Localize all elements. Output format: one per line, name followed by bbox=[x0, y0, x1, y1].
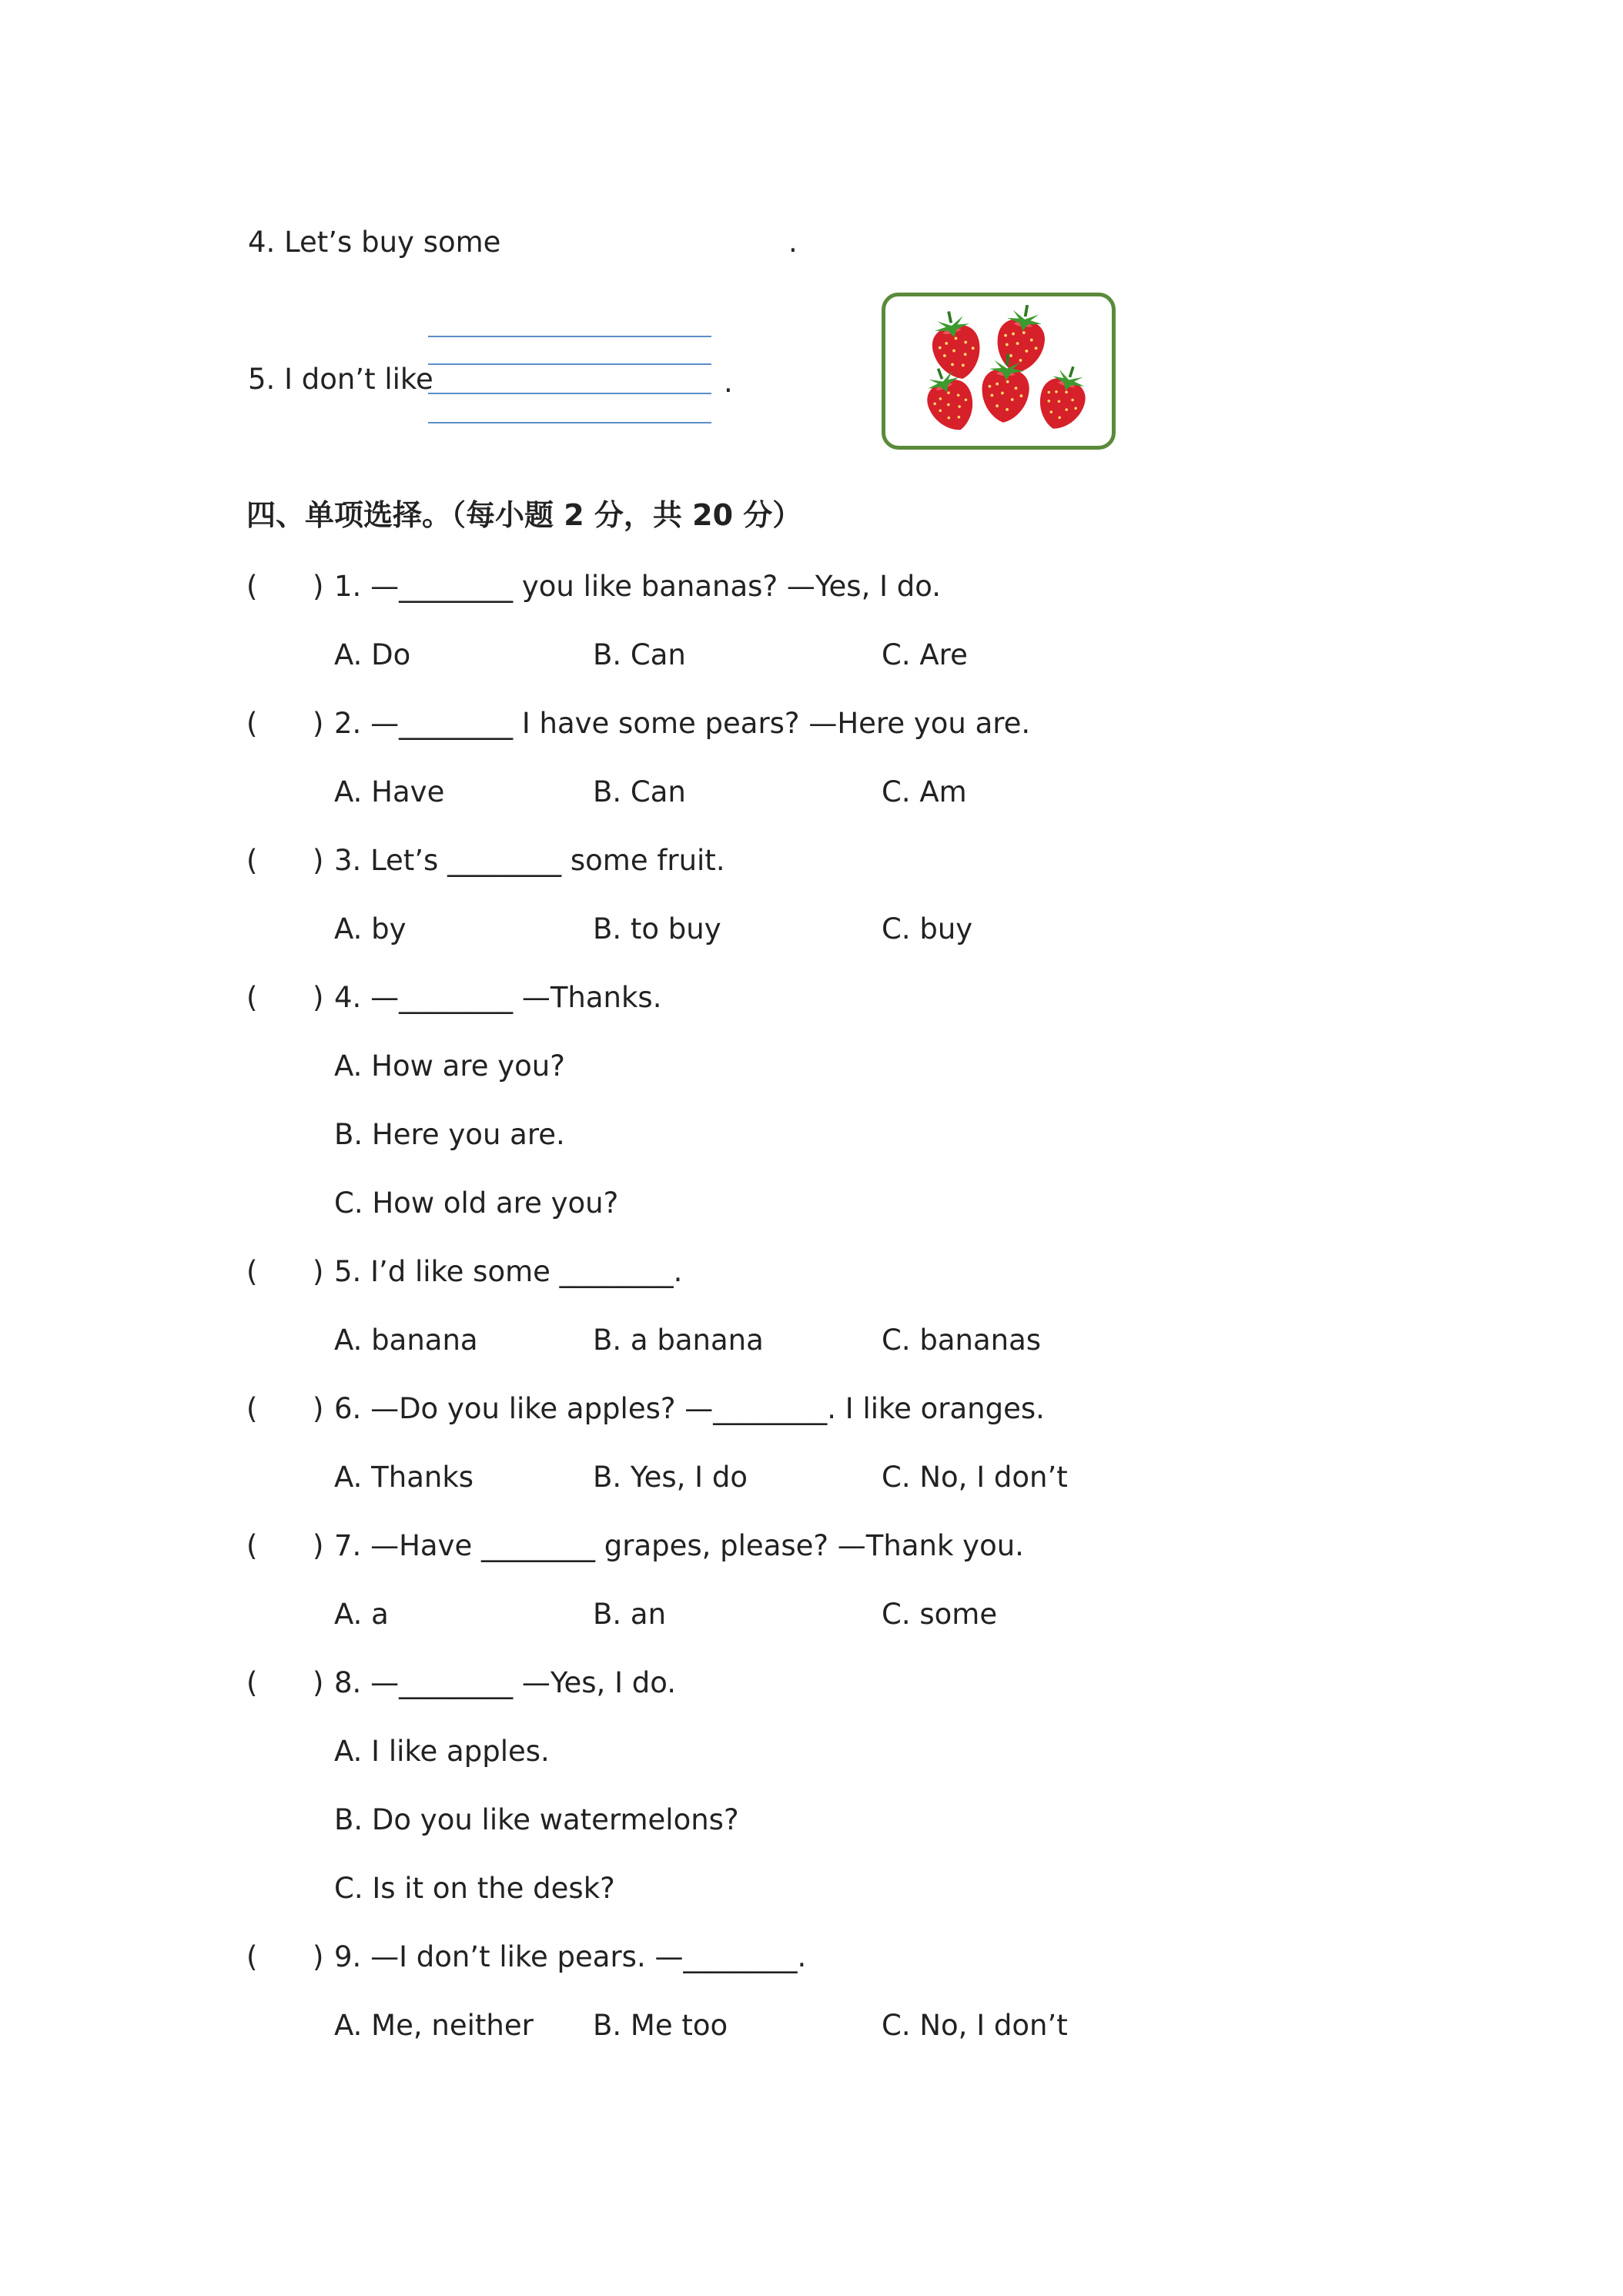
answer-slot[interactable] bbox=[266, 706, 308, 740]
answer-paren-open: ( bbox=[246, 844, 258, 877]
writing-line-2[interactable] bbox=[428, 363, 711, 365]
option-c: C. How old are you? bbox=[334, 1186, 619, 1220]
option-b: B. Can bbox=[593, 775, 686, 808]
option-a: A. banana bbox=[334, 1324, 478, 1357]
answer-paren-close: ) bbox=[313, 1255, 324, 1288]
answer-slot[interactable] bbox=[266, 1254, 308, 1288]
question-stem: 1. —________ you like bananas? —Yes, I do. bbox=[334, 570, 942, 603]
question-stem: 6. —Do you like apples? —________. I like oranges. bbox=[334, 1392, 1045, 1425]
option-c: C. buy bbox=[882, 912, 973, 946]
fill-q4-period: . bbox=[788, 226, 798, 259]
option-b: B. to buy bbox=[593, 912, 721, 946]
question-stem: 3. Let’s ________ some fruit. bbox=[334, 844, 725, 877]
answer-paren-close: ) bbox=[313, 1392, 324, 1425]
option-c: C. some bbox=[882, 1598, 998, 1631]
question-stem: 9. —I don’t like pears. —________. bbox=[334, 1940, 807, 1973]
writing-line-1[interactable] bbox=[428, 336, 711, 337]
question-stem: 8. —________ —Yes, I do. bbox=[334, 1666, 676, 1699]
option-b: B. an bbox=[593, 1598, 667, 1631]
writing-line-3[interactable] bbox=[428, 393, 711, 394]
answer-paren-open: ( bbox=[246, 570, 258, 603]
option-a: A. Thanks bbox=[334, 1461, 474, 1494]
option-c: C. bananas bbox=[882, 1324, 1042, 1357]
fill-q4-text: 4. Let’s buy some bbox=[248, 226, 501, 259]
answer-slot[interactable] bbox=[266, 980, 308, 1014]
question-stem: 4. —________ —Thanks. bbox=[334, 981, 662, 1014]
answer-paren-close: ) bbox=[313, 707, 324, 740]
option-b: B. a banana bbox=[593, 1324, 764, 1357]
answer-paren-close: ) bbox=[313, 1666, 324, 1699]
answer-slot[interactable] bbox=[266, 1528, 308, 1562]
answer-paren-open: ( bbox=[246, 1529, 258, 1562]
answer-slot[interactable] bbox=[266, 843, 308, 877]
strawberries-image bbox=[882, 293, 1116, 450]
option-b: B. Me too bbox=[593, 2009, 728, 2042]
option-a: A. How are you? bbox=[334, 1049, 565, 1083]
question-stem: 5. I’d like some ________. bbox=[334, 1255, 683, 1288]
option-a: A. by bbox=[334, 912, 407, 946]
fill-q5-period: . bbox=[724, 366, 733, 399]
answer-paren-open: ( bbox=[246, 1255, 258, 1288]
answer-paren-close: ) bbox=[313, 1529, 324, 1562]
answer-paren-open: ( bbox=[246, 981, 258, 1014]
option-c: C. Am bbox=[882, 775, 967, 808]
option-a: A. Me, neither bbox=[334, 2009, 534, 2042]
option-a: A. Have bbox=[334, 775, 445, 808]
answer-paren-close: ) bbox=[313, 570, 324, 603]
option-b: B. Here you are. bbox=[334, 1118, 565, 1151]
answer-paren-close: ) bbox=[313, 844, 324, 877]
option-b: B. Do you like watermelons? bbox=[334, 1803, 739, 1836]
option-a: A. a bbox=[334, 1598, 389, 1631]
fill-q5-text: 5. I don’t like bbox=[248, 363, 433, 396]
answer-paren-close: ) bbox=[313, 1940, 324, 1973]
answer-slot[interactable] bbox=[266, 1391, 308, 1425]
answer-slot[interactable] bbox=[266, 1940, 308, 1973]
answer-slot[interactable] bbox=[266, 1665, 308, 1699]
question-stem: 7. —Have ________ grapes, please? —Thank you. bbox=[334, 1529, 1024, 1562]
question-stem: 2. —________ I have some pears? —Here you are. bbox=[334, 707, 1031, 740]
option-c: C. Is it on the desk? bbox=[334, 1872, 615, 1905]
answer-paren-open: ( bbox=[246, 1940, 258, 1973]
answer-paren-open: ( bbox=[246, 1392, 258, 1425]
option-a: A. I like apples. bbox=[334, 1735, 550, 1768]
strawberries-icon bbox=[885, 296, 1112, 446]
option-c: C. No, I don’t bbox=[882, 1461, 1068, 1494]
option-b: B. Can bbox=[593, 638, 686, 671]
answer-paren-open: ( bbox=[246, 1666, 258, 1699]
option-c: C. No, I don’t bbox=[882, 2009, 1068, 2042]
writing-line-4[interactable] bbox=[428, 422, 711, 423]
answer-paren-open: ( bbox=[246, 707, 258, 740]
option-c: C. Are bbox=[882, 638, 968, 671]
answer-slot[interactable] bbox=[266, 569, 308, 603]
section-heading: 四、单项选择。（每小题 2 分，共 20 分） bbox=[246, 498, 802, 532]
option-b: B. Yes, I do bbox=[593, 1461, 748, 1494]
answer-paren-close: ) bbox=[313, 981, 324, 1014]
option-a: A. Do bbox=[334, 638, 411, 671]
